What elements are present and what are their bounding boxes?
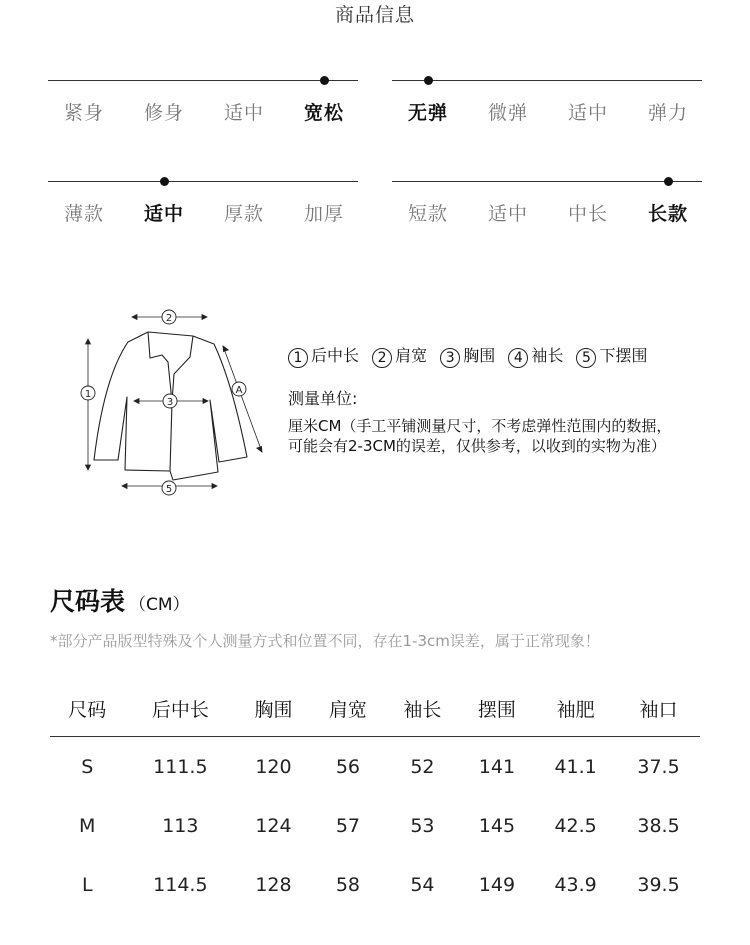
table-header-cell: 袖长: [385, 681, 459, 737]
table-row: [50, 855, 700, 914]
table-cell: 149: [478, 873, 516, 896]
measurement-unit-label: 测量单位:: [288, 389, 358, 408]
table-cell: 41.1: [554, 755, 597, 778]
table-cell: 37.5: [637, 755, 680, 778]
scale-line: [392, 80, 702, 81]
table-header-cell: 摆围: [460, 681, 534, 737]
coat-collar: [148, 332, 193, 402]
measurement-unit-description: 厘米CM（手工平铺测量尺寸，不考虑弹性范围内的数据， 可能会有2-3CM的误差，仅供参考，以收到的实物为准）: [288, 417, 672, 455]
table-cell: 52: [410, 755, 435, 778]
scale-option: 长款: [647, 203, 688, 225]
size-chart-title: 尺码表 （CM）: [50, 587, 190, 616]
legend-item: 2 肩宽: [372, 343, 427, 368]
table-cell: 111.5: [153, 755, 208, 778]
marker-sleeve: A: [235, 385, 243, 396]
table-cell: 42.5: [554, 814, 597, 837]
coat-measurement-diagram: [70, 302, 270, 502]
table-cell: 145: [478, 814, 516, 837]
table-header-row: [50, 681, 700, 737]
scale-option: 适中: [487, 203, 528, 225]
measurement-legend: [288, 343, 655, 368]
length-scale: [392, 181, 702, 241]
scale-selected-dot: [160, 177, 169, 186]
table-cell: 54: [410, 873, 435, 896]
table-cell: 113: [162, 814, 199, 837]
table-cell: 141: [478, 755, 516, 778]
table-cell: L: [81, 873, 93, 896]
marker-shoulder: 2: [165, 313, 173, 324]
legend-item: 3 胸围: [440, 343, 495, 368]
table-header-cell: 肩宽: [311, 681, 385, 737]
table-cell: 43.9: [554, 873, 597, 896]
table-cell: M: [79, 814, 96, 837]
coat-front-edge: [170, 402, 172, 471]
legend-item: 1 后中长: [288, 343, 359, 368]
scale-option: 中长: [567, 203, 608, 225]
size-table: [50, 681, 700, 914]
scale-selected-dot: [424, 76, 433, 85]
thickness-scale: [48, 181, 358, 241]
table-cell: 53: [410, 814, 435, 837]
table-cell: 38.5: [637, 814, 680, 837]
table-cell: 124: [255, 814, 292, 837]
scale-line: [392, 181, 702, 182]
scale-option: 适中: [567, 102, 608, 124]
marker-back-length: 1: [84, 389, 92, 400]
table-header-cell: 后中长: [124, 681, 236, 737]
scale-option: 薄款: [63, 203, 104, 225]
table-cell: 120: [255, 755, 292, 778]
table-cell: 39.5: [637, 873, 680, 896]
table-cell: 58: [335, 873, 361, 896]
table-header-cell: 胸围: [236, 681, 310, 737]
scale-line: [48, 80, 358, 81]
section-title: 商品信息: [334, 4, 415, 26]
scale-option: 紧身: [63, 102, 104, 124]
table-cell: 128: [255, 873, 292, 896]
size-chart-note: *部分产品版型特殊及个人测量方式和位置不同，存在1-3cm误差，属于正常现象！: [50, 632, 600, 650]
marker-hem: 5: [165, 484, 173, 495]
scale-option: 短款: [407, 203, 448, 225]
scale-selected-dot: [320, 76, 329, 85]
scale-option: 无弹: [407, 102, 448, 124]
table-header-cell: 尺码: [50, 681, 124, 737]
scale-option: 宽松: [303, 102, 344, 124]
fit-scale: [48, 80, 358, 140]
scale-option: 厚款: [223, 203, 264, 225]
scale-selected-dot: [664, 177, 673, 186]
table-header-cell: 袖口: [617, 681, 700, 737]
legend-item: 5 下摆围: [576, 343, 647, 368]
scale-option: 适中: [143, 203, 184, 225]
table-header-cell: 袖肥: [534, 681, 617, 737]
table-cell: 57: [335, 814, 361, 837]
table-cell: S: [81, 755, 94, 778]
scale-option: 加厚: [303, 203, 344, 225]
elasticity-scale: [392, 80, 702, 140]
table-cell: 114.5: [153, 873, 208, 896]
table-row: [50, 796, 700, 855]
scale-option: 适中: [223, 102, 264, 124]
scale-option: 修身: [143, 102, 184, 124]
scale-option: 弹力: [647, 102, 688, 124]
legend-item: 4 袖长: [508, 343, 563, 368]
marker-chest: 3: [166, 397, 174, 408]
scale-option: 微弹: [487, 102, 528, 124]
scale-line: [48, 181, 358, 182]
table-row: [50, 737, 700, 797]
table-cell: 56: [335, 755, 361, 778]
